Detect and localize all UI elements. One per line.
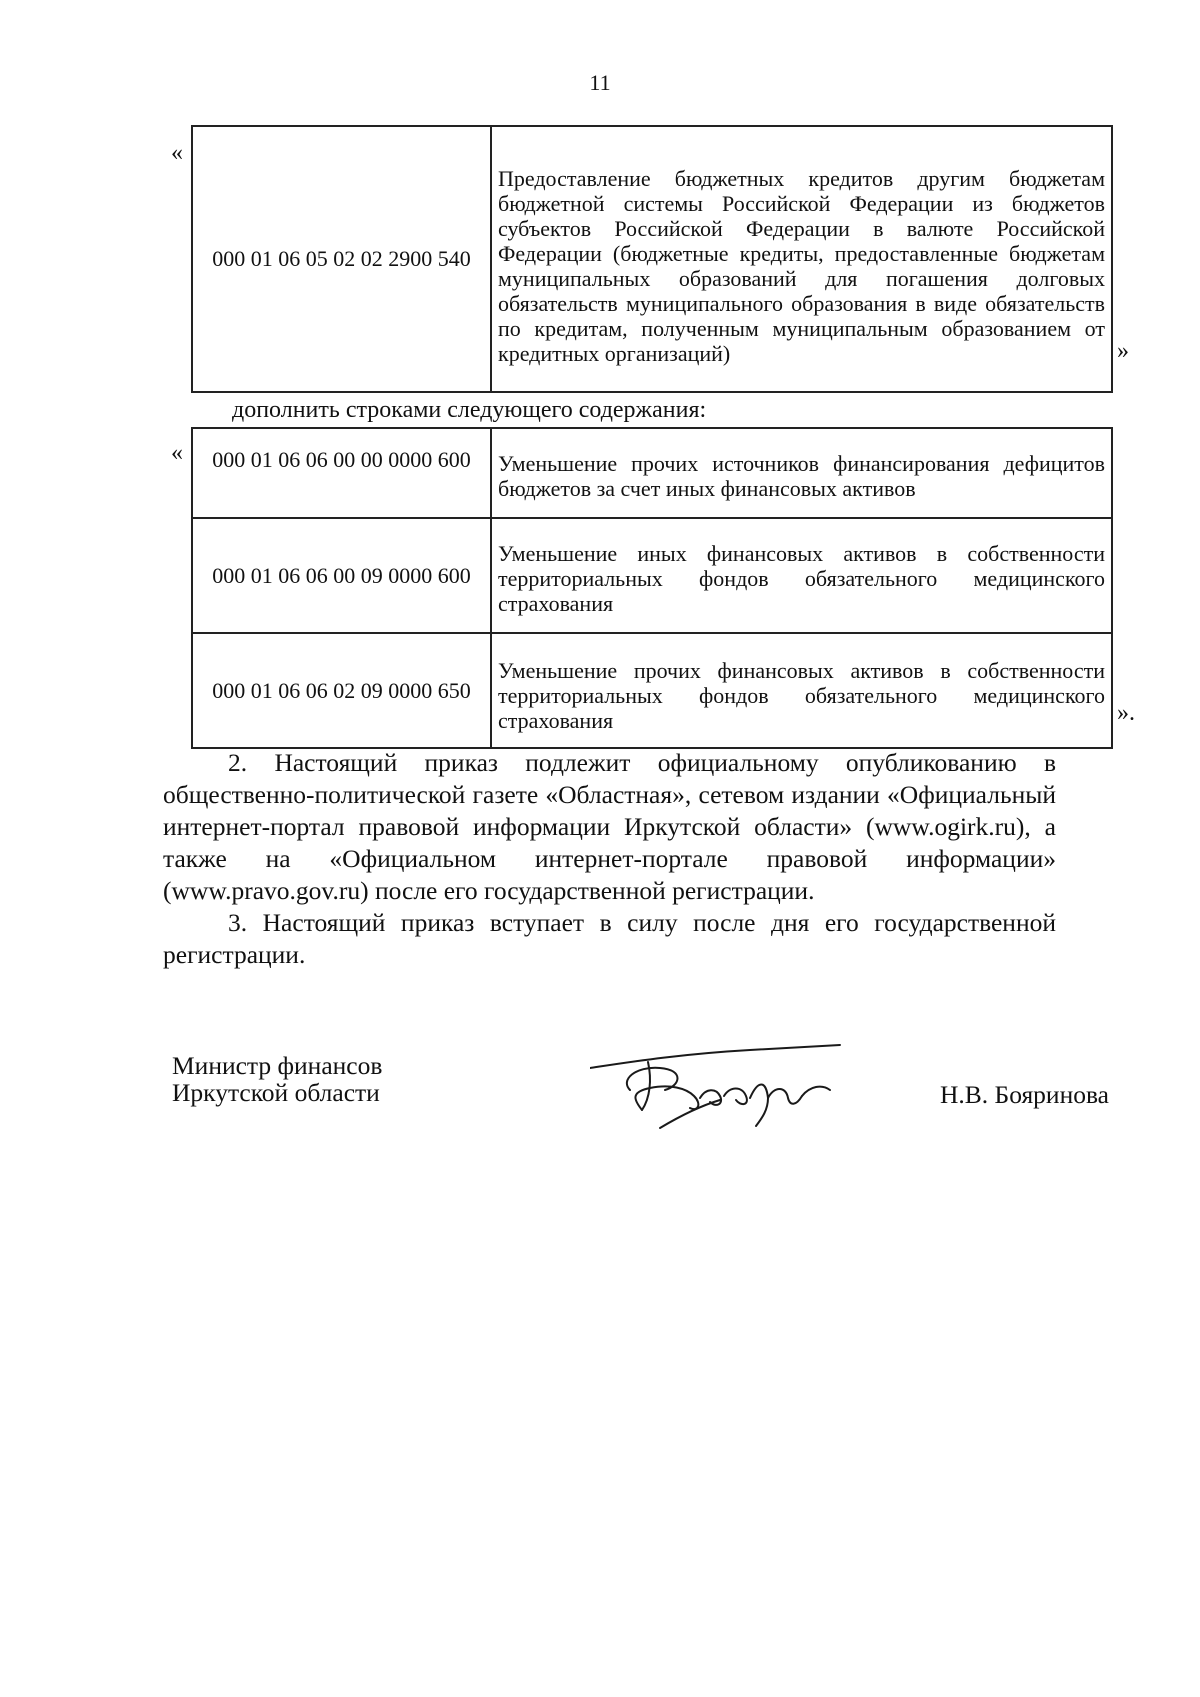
budget-description: Уменьшение прочих финансовых активов в собственности территориальных фондов обязательного медицинского страхования [491, 633, 1112, 748]
table-row [192, 633, 1112, 748]
page-number: 11 [589, 70, 611, 95]
paragraph-publication: 2. Настоящий приказ подлежит официальному опубликованию в общественно-политической газете «Областная», сетевом издании «Официальный интернет-портал правовой информации Иркутской области» (www.ogirk.ru), а также на «Официальном интернет-портале правовой информации» (www.pravo.gov.ru) после его государственной регистрации. [163, 748, 1056, 905]
table-row [192, 428, 1112, 518]
budget-description: Уменьшение прочих источников финансирования дефицитов бюджетов за счет иных финансовых активов [491, 428, 1112, 518]
close-quote: ». [1117, 700, 1135, 726]
signatory-title: Министр финансов Иркутской области [172, 1051, 383, 1107]
budget-description: Уменьшение иных финансовых активов в собственности территориальных фондов обязательного медицинского страхования [491, 518, 1112, 633]
table-row [192, 126, 1112, 392]
budget-code-table-1 [191, 125, 1113, 393]
budget-description: Предоставление бюджетных кредитов другим бюджетам бюджетной системы Российской Федерации из бюджетов субъектов Российской Федерации в валюте Российской Федерации (бюджетные кредиты, предоставленные бюджетам муниципальных образований для погашения долговых обязательств муниципального образования в виде обязательств по кредитам, полученным муниципальным образованием от кредитных организаций) [491, 126, 1112, 392]
open-quote: « [171, 140, 183, 166]
paragraph-effective: 3. Настоящий приказ вступает в силу после дня его государственной регистрации. [163, 908, 1056, 969]
budget-code-table-2 [191, 427, 1113, 749]
handwritten-signature [590, 1040, 860, 1130]
lead-text: дополнить строками следующего содержания: [232, 397, 707, 423]
signatory-name: Н.В. Бояринова [940, 1080, 1109, 1109]
budget-code: 000 01 06 05 02 02 2900 540 [192, 126, 491, 392]
budget-code: 000 01 06 06 00 00 0000 600 [192, 428, 491, 518]
open-quote: « [171, 440, 183, 466]
close-quote: » [1117, 338, 1129, 364]
table-row [192, 518, 1112, 633]
budget-code: 000 01 06 06 02 09 0000 650 [192, 633, 491, 748]
budget-code: 000 01 06 06 00 09 0000 600 [192, 518, 491, 633]
